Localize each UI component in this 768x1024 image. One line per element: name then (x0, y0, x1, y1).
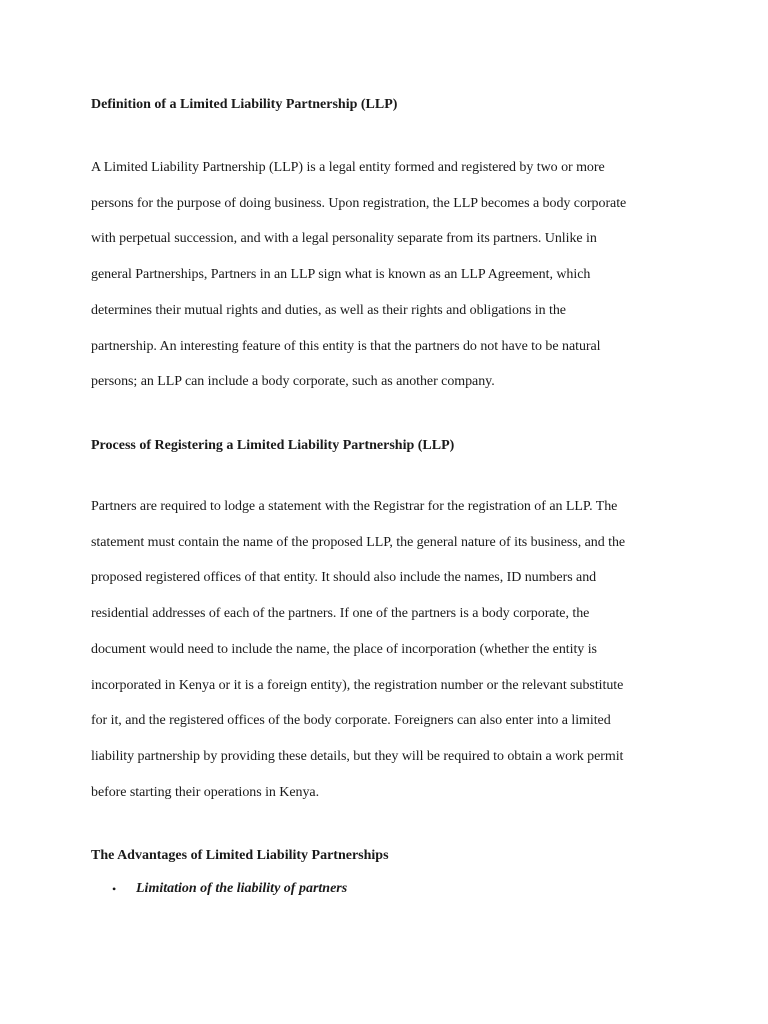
list-item (112, 879, 347, 899)
heading-registration-process: Process of Registering a Limited Liability Partnership (LLP) (91, 438, 455, 453)
paragraph-definition (91, 150, 691, 400)
paragraph-line: with perpetual succession, and with a legal personality separate from its partners. Unlike in (91, 231, 597, 247)
paragraph-line: partnership. An interesting feature of this entity is that the partners do not have to be natural (91, 338, 601, 354)
bullet-icon: • (112, 882, 117, 896)
paragraph-line: A Limited Liability Partnership (LLP) is a legal entity formed and registered by two or more (91, 160, 605, 175)
heading-definition: Definition of a Limited Liability Partnership (LLP) (91, 97, 398, 112)
paragraph-line: document would need to include the name, the place of incorporation (whether the entity is (91, 641, 597, 657)
paragraph-line: Partners are required to lodge a statement with the Registrar for the registration of an LLP. The (91, 499, 618, 514)
heading-advantages: The Advantages of Limited Liability Partnerships (91, 848, 389, 863)
paragraph-registration-process (91, 489, 691, 810)
paragraph-line: proposed registered offices of that entity. It should also include the names, ID numbers and (91, 570, 597, 586)
list-item-text: Limitation of the liability of partners (136, 881, 348, 896)
paragraph-line: general Partnerships, Partners in an LLP sign what is known as an LLP Agreement, which (91, 267, 591, 283)
paragraph-line: incorporated in Kenya or it is a foreign entity), the registration number or the relevant substitute (91, 677, 624, 693)
paragraph-line: statement must contain the name of the proposed LLP, the general nature of its business, and the (91, 534, 626, 550)
paragraph-line: persons for the purpose of doing business. Upon registration, the LLP becomes a body corporate (91, 195, 627, 211)
paragraph-line: liability partnership by providing these details, but they will be required to obtain a work permit (91, 748, 624, 764)
paragraph-line: residential addresses of each of the partners. If one of the partners is a body corporate, the (91, 606, 590, 622)
paragraph-line: before starting their operations in Kenya. (91, 784, 320, 800)
paragraph-line: persons; an LLP can include a body corporate, such as another company. (91, 374, 495, 390)
paragraph-line: for it, and the registered offices of the body corporate. Foreigners can also enter into a limited (91, 713, 611, 729)
paragraph-line: determines their mutual rights and duties, as well as their rights and obligations in the (91, 302, 566, 318)
